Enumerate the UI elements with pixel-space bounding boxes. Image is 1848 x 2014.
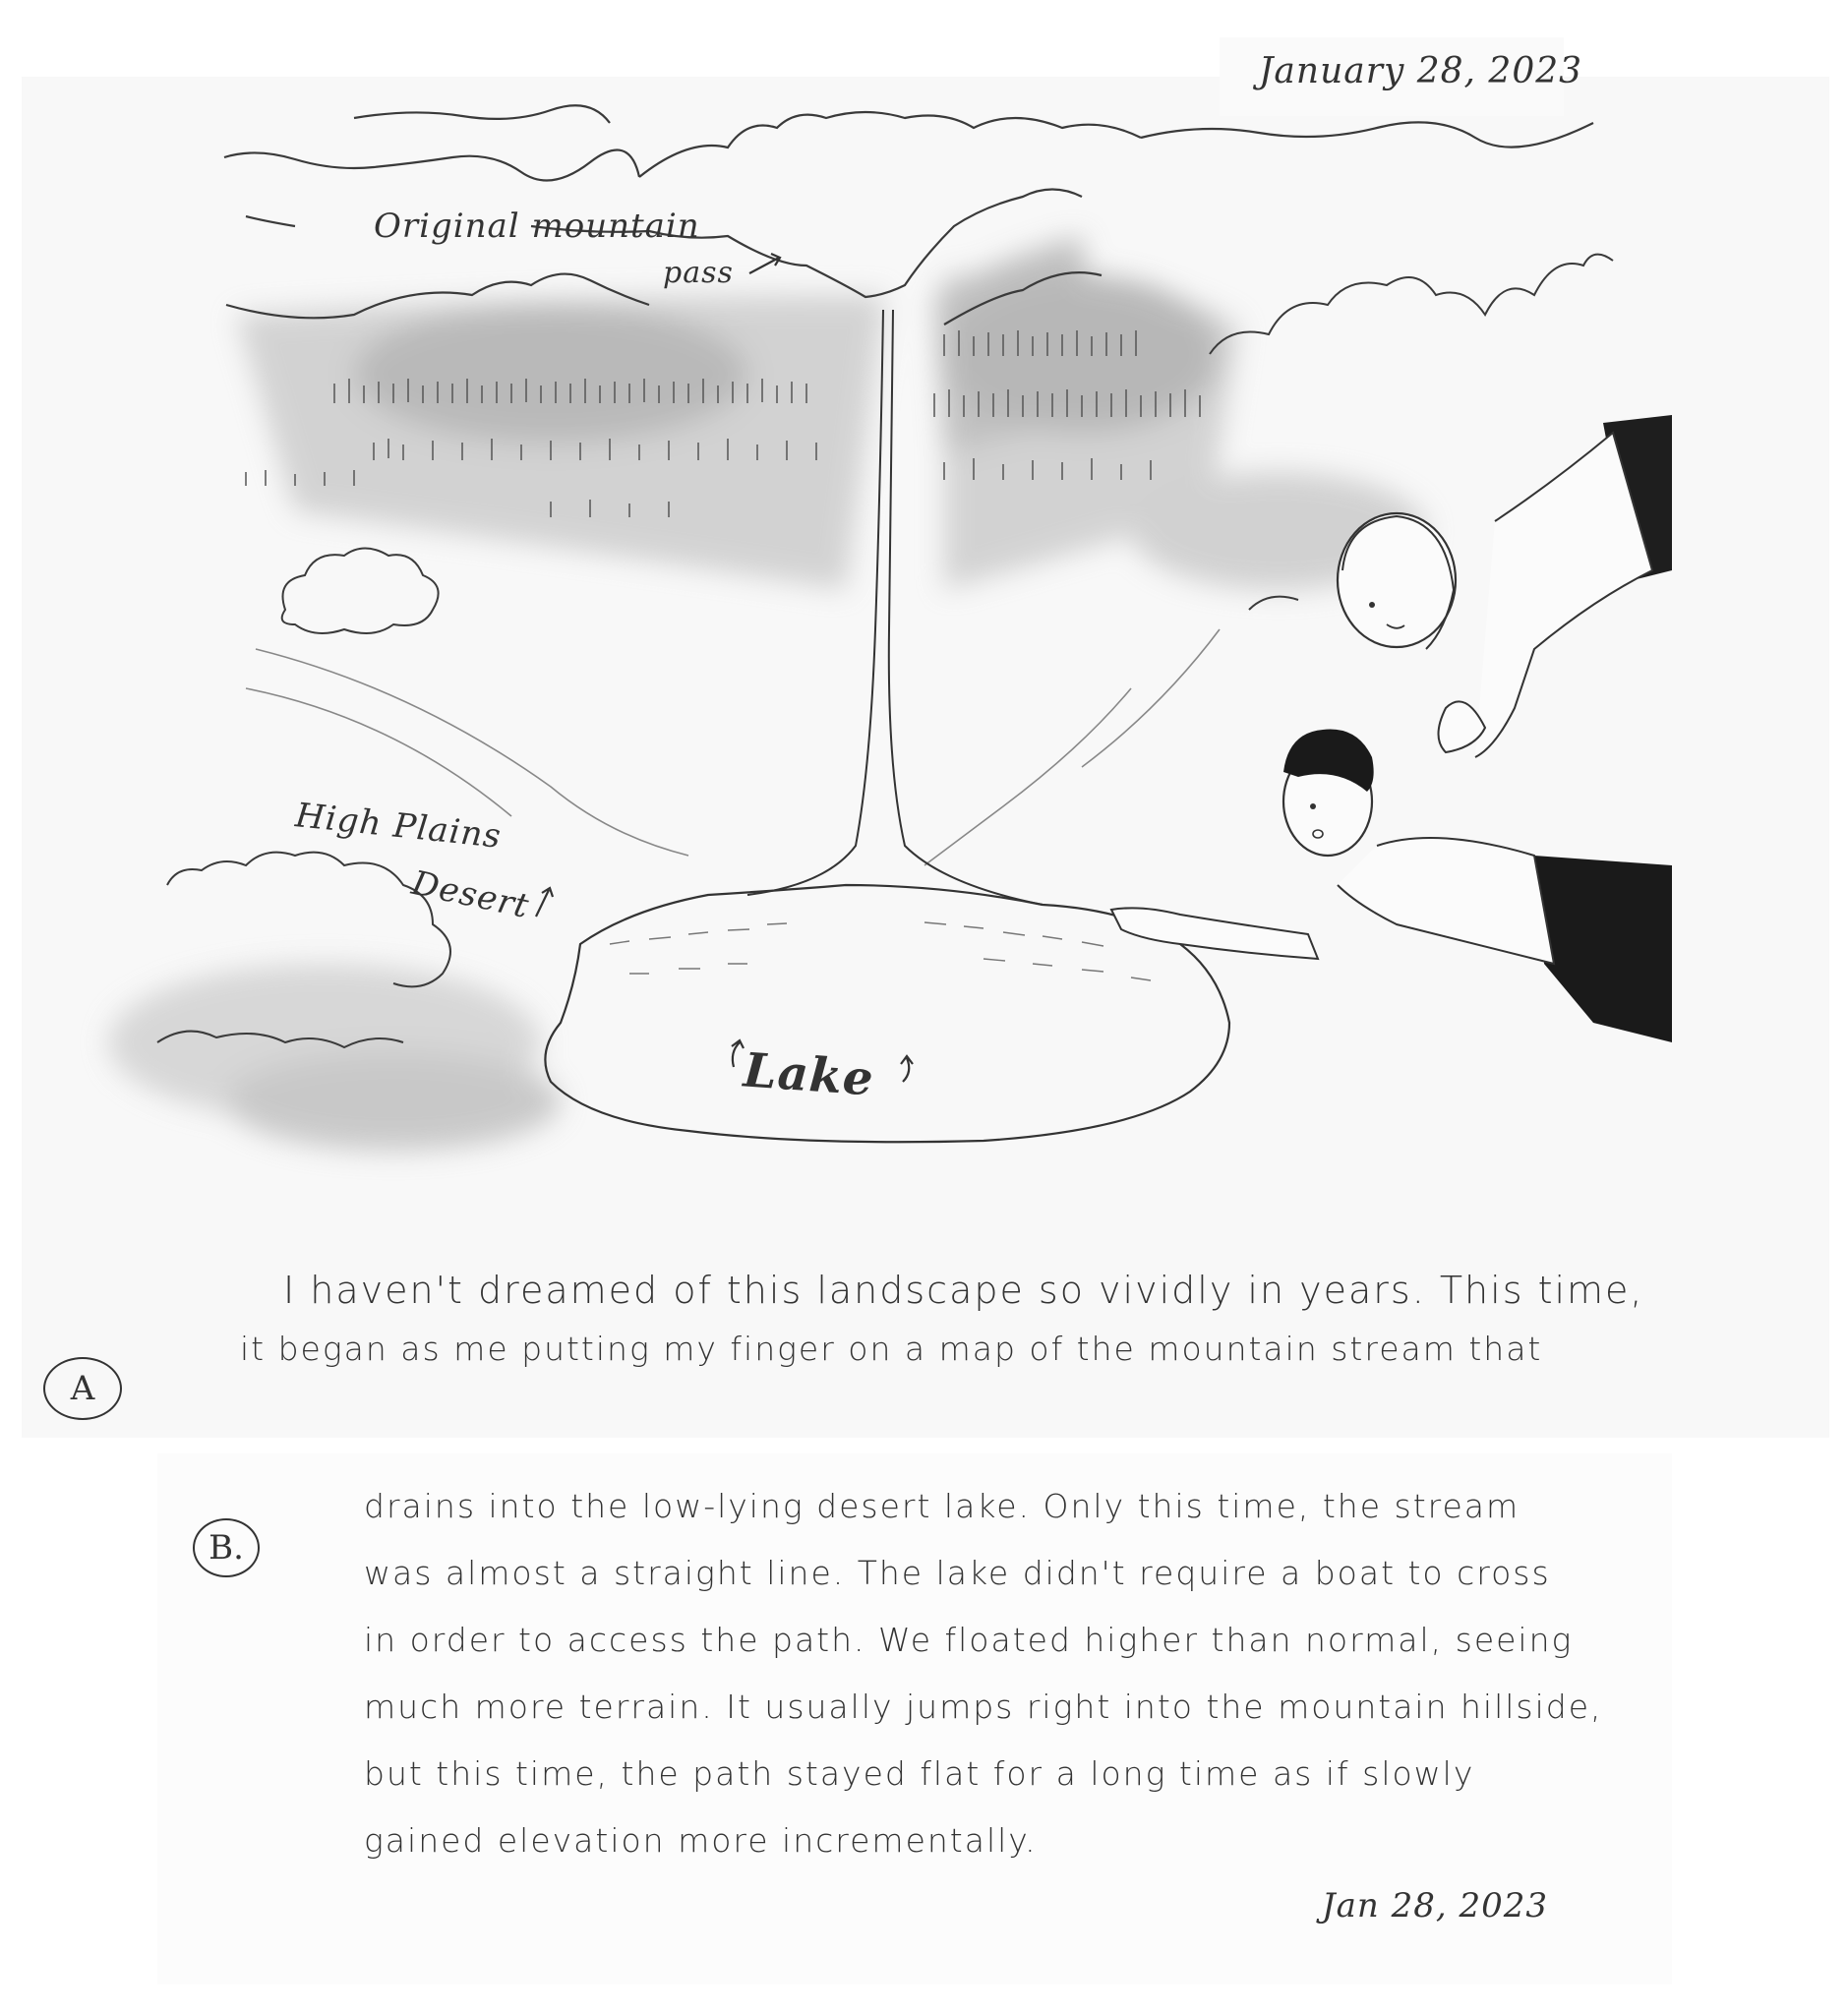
panel-b-text-line: but this time, the path stayed flat for a long time as if slowly — [364, 1754, 1475, 1793]
signature-date: Jan 28, 2023 — [1322, 1886, 1549, 1925]
mountain-shading — [108, 236, 1426, 1151]
panel-b-text-line: gained elevation more incrementally. — [364, 1821, 1038, 1860]
panel-a-text-line: I haven't dreamed of this landscape so vividly in years. This time, — [283, 1269, 1644, 1312]
panel-b-text-line: much more terrain. It usually jumps right into the mountain hillside, — [364, 1688, 1603, 1726]
label-desert: Desert — [408, 862, 533, 927]
panel-a-text-line: it began as me putting my finger on a map of the mountain stream that — [240, 1330, 1543, 1368]
label-high-plains: High Plains — [293, 796, 504, 857]
person-woman — [1338, 415, 1672, 757]
panel-b-text-line: was almost a straight line. The lake didn't require a boat to cross — [364, 1554, 1551, 1592]
person-man — [1111, 730, 1672, 1042]
label-lake: Lake — [742, 1042, 876, 1107]
panel-b-text-line: in order to access the path. We floated higher than normal, seeing — [364, 1621, 1574, 1659]
panel-a-marker: A — [43, 1357, 122, 1420]
lake-ripples — [610, 922, 1151, 980]
panel-b-marker: B. — [193, 1518, 260, 1577]
panel-b-text-line: drains into the low-lying desert lake. Only this time, the stream — [364, 1487, 1520, 1525]
label-mountain-pass-2: pass — [663, 256, 734, 290]
label-mountain-pass: Original mountain — [374, 207, 700, 246]
date-top: January 28, 2023 — [1259, 51, 1583, 91]
